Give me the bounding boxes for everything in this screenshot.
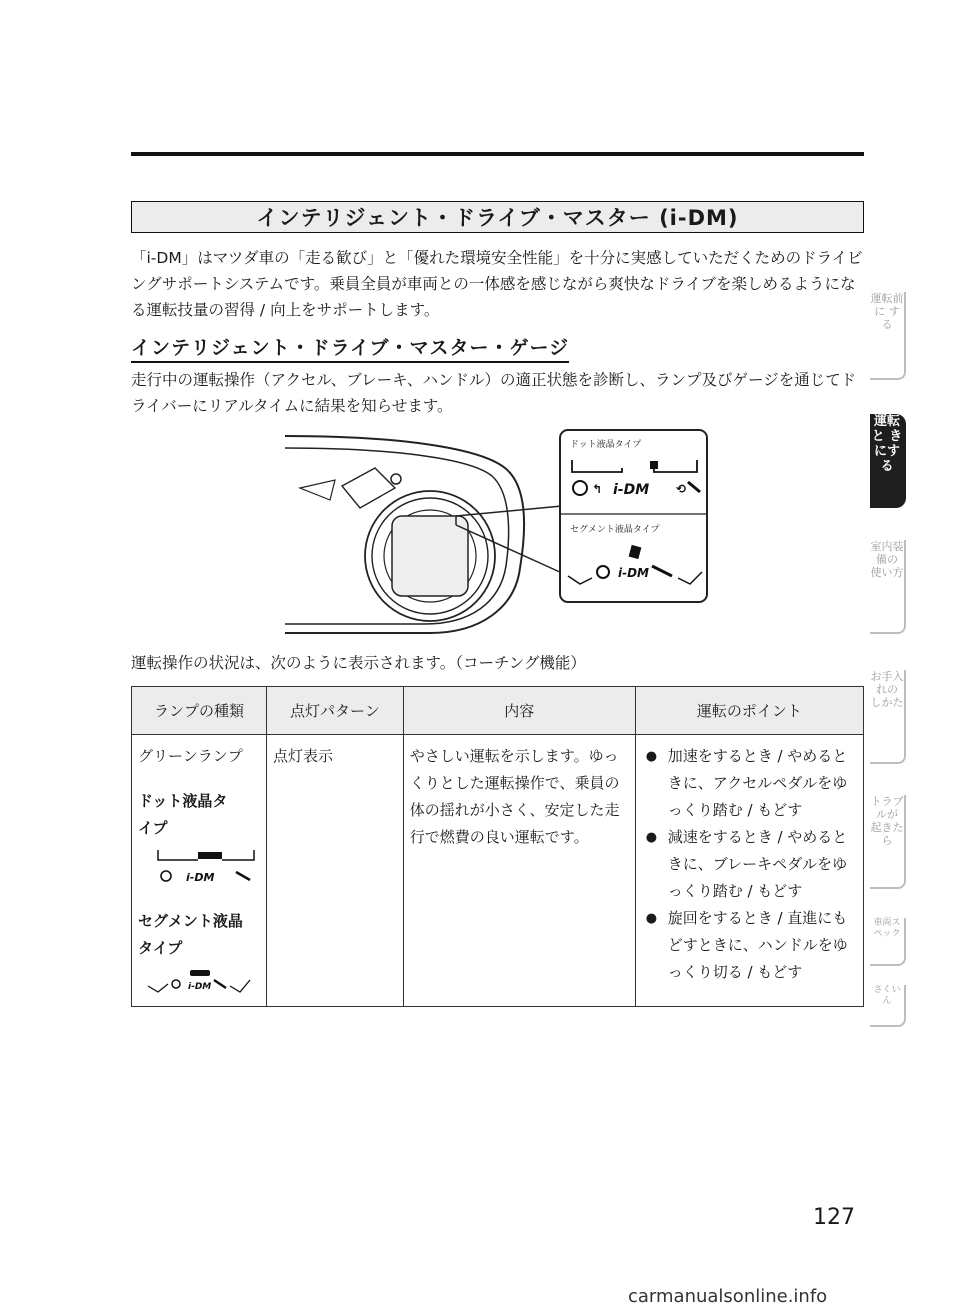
page-title: インテリジェント・ドライブ・マスター (i-DM) <box>131 201 864 233</box>
svg-text:i-DM: i-DM <box>188 982 212 992</box>
lamp-type: グリーンランプ <box>138 747 243 765</box>
idm-logo: i-DM <box>613 482 650 498</box>
table-row <box>132 735 864 1007</box>
top-rule <box>131 152 864 156</box>
coaching-table <box>131 686 864 1007</box>
driving-point-item: ● 加速をするとき / やめるときに、アクセルペダルをゆっくり踏む / もどす <box>642 743 857 824</box>
cluster-illustration <box>280 428 712 638</box>
page-number: 127 <box>813 1205 855 1230</box>
header-lamp-type: ランプの種類 <box>132 687 267 735</box>
header-pattern: 点灯パターン <box>267 687 404 735</box>
dot-type-label: ドット液晶タイプ <box>570 440 642 450</box>
watermark: carmanualsonline.info <box>628 1286 828 1307</box>
header-driving-point: 運転のポイント <box>635 687 863 735</box>
description-paragraph: 走行中の運転操作（アクセル、ブレーキ、ハンドル）の適正状態を診断し、ランプ及びゲージを通じてドライバーにリアルタイムに結果を知らせます。 <box>131 371 856 415</box>
driving-point-item: ● 旋回をするとき / 直進にもどすときに、ハンドルをゆっくり切る / もどす <box>642 905 857 986</box>
dot-display-icon <box>150 846 260 890</box>
tab-maintenance[interactable]: お手入れの しかた <box>870 670 906 764</box>
table-caption: 運転操作の状況は、次のように表示されます。（コーチング機能） <box>131 654 586 672</box>
dot-type: ドット液晶タイプ <box>138 792 228 837</box>
driving-point-item: ● 減速をするとき / やめるときに、ブレーキペダルをゆっくり踏む / もどす <box>642 824 857 905</box>
svg-text:i-DM: i-DM <box>186 871 215 884</box>
section-heading: インテリジェント・ドライブ・マスター・ゲージ <box>131 333 569 363</box>
header-content: 内容 <box>403 687 635 735</box>
tab-troubleshooting[interactable]: トラブルが 起きたら <box>870 795 906 889</box>
pattern-cell: 点灯表示 <box>267 735 404 1007</box>
tab-index[interactable]: さくいん <box>870 985 906 1027</box>
segment-type: セグメント液晶タイプ <box>138 912 243 957</box>
tab-before-driving[interactable]: 運転前に する <box>870 292 906 380</box>
lamp-type-cell <box>132 735 267 1007</box>
content-cell: やさしい運転を示します。ゆっくりとした運転操作で、乗員の体の揺れが小さく、安定した走行で燃費の良い運転です。 <box>403 735 635 1007</box>
tab-vehicle-specs[interactable]: 車両スペック <box>870 918 906 966</box>
tab-interior-equipment[interactable]: 室内装備の 使い方 <box>870 540 906 634</box>
table-header-row <box>132 687 864 735</box>
intro-paragraph: 「i-DM」はマツダ車の「走る歓び」と「優れた環境安全性能」を十分に実感していただくためのドライビングサポートシステムです。乗員全員が車両との一体感を感じながら爽快なドライブを楽しめるようになる運転技量の習得 / 向上をサポートします。 <box>131 249 863 319</box>
tab-while-driving[interactable]: 運転と きにする <box>870 414 906 508</box>
svg-text:↰: ↰ <box>592 482 603 496</box>
svg-text:i-DM: i-DM <box>618 566 649 580</box>
segment-display-icon <box>144 968 254 998</box>
driving-points-cell <box>635 735 863 1007</box>
segment-type-label: セグメント液晶タイプ <box>570 525 660 535</box>
svg-text:⟲: ⟲ <box>676 482 687 496</box>
